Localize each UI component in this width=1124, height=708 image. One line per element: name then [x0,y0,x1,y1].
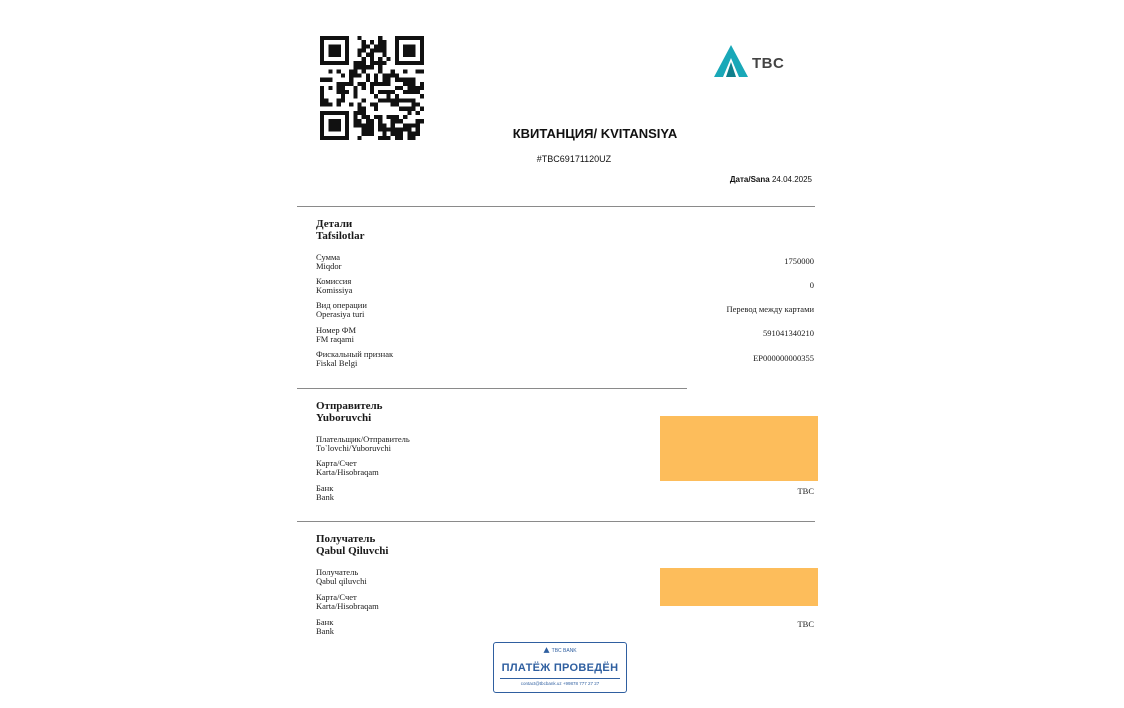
detail-label-amount: Сумма Miqdor [316,252,342,271]
detail-label-fiscal: Фискальный признак Fiskal Belgi [316,349,394,368]
detail-value-fiscal: EP000000000355 [753,353,814,363]
qr-code [320,36,424,140]
divider [297,388,687,389]
sender-redaction [660,416,818,481]
logo-text: TBC [752,55,785,72]
divider [297,521,815,522]
detail-value-operation: Перевод между картами [726,304,814,314]
recipient-redaction [660,568,818,606]
sender-label-card: Карта/Счет Karta/Hisobraqam [316,458,379,477]
recipient-value-bank: TBC [797,619,814,629]
sender-label-payer: Плательщик/Отправитель To`lovchi/Yuboruvchi [316,434,410,453]
date-value: 24.04.2025 [771,175,812,184]
sender-label-bank: Банк Bank [316,483,334,502]
recipient-title: Получатель Qabul Qiluvchi [316,533,389,557]
receipt-number: #TBC69171120UZ [536,154,612,164]
recipient-label-name: Получатель Qabul qiluvchi [316,567,367,586]
recipient-label-bank: Банк Bank [316,617,334,636]
detail-value-amount: 1750000 [784,256,814,266]
detail-value-fm: 591041340210 [763,328,814,338]
tbc-logo-icon [713,44,749,78]
payment-stamp [493,642,627,693]
date-label: Дата/Sana [729,175,770,184]
sender-title: Отправитель Yuboruvchi [316,400,383,424]
page-title: КВИТАНЦИЯ/ KVITANSIYA [512,126,678,141]
details-title: Детали Tafsilotlar [316,218,365,242]
detail-label-fm: Номер ФМ FM raqami [316,325,357,344]
sender-value-bank: TBC [797,486,814,496]
detail-value-commission: 0 [809,280,814,290]
date-row [600,175,812,184]
recipient-label-card: Карта/Счет Karta/Hisobraqam [316,592,379,611]
qr-modules [320,36,424,140]
detail-label-operation: Вид операции Operasiya turi [316,300,367,319]
divider [297,206,815,207]
stamp-bank: TBC BANK [494,647,626,654]
tbc-mini-logo-icon [543,647,550,653]
detail-label-commission: Комиссия Komissiya [316,276,353,295]
stamp-text: ПЛАТЁЖ ПРОВЕДЁН [501,662,619,674]
stamp-contact: contact@tbcbank.uz +99878 777 27 27 [520,681,600,686]
stamp-divider [500,678,620,679]
